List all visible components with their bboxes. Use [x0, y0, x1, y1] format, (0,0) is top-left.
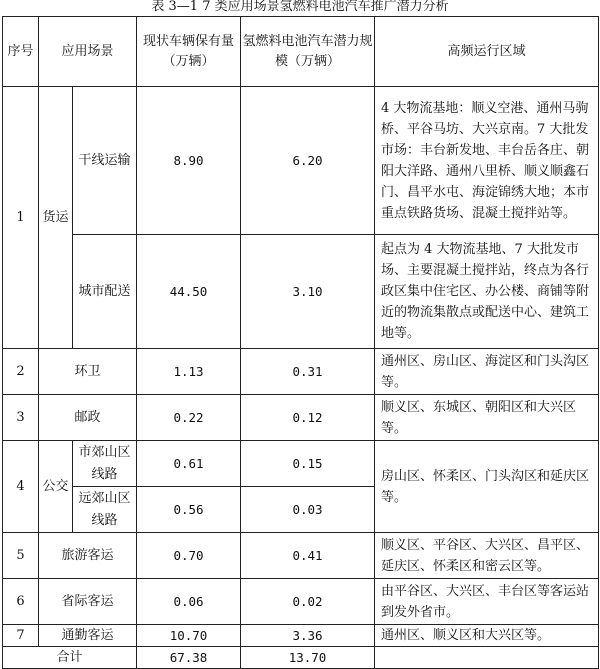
row-number: 1 [3, 87, 39, 349]
potential-cell: 0.02 [241, 579, 375, 625]
potential-cell: 3.10 [241, 235, 375, 349]
category-cell: 货运 [39, 87, 73, 349]
potential-cell: 0.12 [241, 395, 375, 441]
potential-cell: 0.41 [241, 533, 375, 579]
total-potential: 13.70 [241, 647, 375, 669]
regions-cell: 顺义区、平谷区、大兴区、昌平区、延庆区、怀柔区和密云区等。 [375, 533, 599, 579]
table-row [3, 625, 599, 647]
table-row [3, 87, 599, 235]
scene-cell: 远郊山区线路 [73, 487, 137, 533]
scene-cell: 干线运输 [73, 87, 137, 235]
scene-cell: 市郊山区线路 [73, 441, 137, 487]
vehicles-cell: 0.70 [137, 533, 241, 579]
row-number: 4 [3, 441, 39, 533]
category-cell: 公交 [39, 441, 73, 533]
row-number: 3 [3, 395, 39, 441]
table-row [3, 395, 599, 441]
regions-cell: 房山区、怀柔区、门头沟区和延庆区等。 [375, 441, 599, 533]
table-row [3, 533, 599, 579]
header-vehicles: 现状车辆保有量（万辆） [137, 17, 241, 87]
vehicles-cell: 0.22 [137, 395, 241, 441]
table-row [3, 349, 599, 395]
vehicles-cell: 0.56 [137, 487, 241, 533]
regions-cell: 顺义区、东城区、朝阳区和大兴区等。 [375, 395, 599, 441]
table-caption: 表 3—1 7 类应用场景氢燃料电池汽车推广潜力分析 [151, 0, 449, 14]
table-row [3, 441, 599, 487]
scene-cell: 省际客运 [39, 579, 137, 625]
header-scene: 应用场景 [39, 17, 137, 87]
row-number: 2 [3, 349, 39, 395]
total-vehicles: 67.38 [137, 647, 241, 669]
vehicles-cell: 10.70 [137, 625, 241, 647]
potential-cell: 0.15 [241, 441, 375, 487]
potential-cell: 0.31 [241, 349, 375, 395]
regions-cell: 通州区、房山区、海淀区和门头沟区等。 [375, 349, 599, 395]
scene-cell: 邮政 [39, 395, 137, 441]
potential-cell: 0.03 [241, 487, 375, 533]
vehicles-cell: 1.13 [137, 349, 241, 395]
header-row [3, 17, 599, 87]
header-regions: 高频运行区域 [375, 17, 599, 87]
table-row [3, 235, 599, 349]
total-label: 合计 [3, 647, 137, 669]
regions-cell: 由平谷区、大兴区、丰台区等客运站到发外省市。 [375, 579, 599, 625]
potential-cell: 6.20 [241, 87, 375, 235]
vehicles-cell: 0.06 [137, 579, 241, 625]
regions-cell: 通州区、顺义区和大兴区等。 [375, 625, 599, 647]
header-seq: 序号 [3, 17, 39, 87]
vehicles-cell: 8.90 [137, 87, 241, 235]
scene-cell: 城市配送 [73, 235, 137, 349]
scene-cell: 环卫 [39, 349, 137, 395]
regions-cell: 起点为 4 大物流基地、7 大批发市场、主要混凝土搅拌站，终点为各行政区集中住宅区、办公楼、商铺等附近的物流集散点或配送中心、建筑工地等。 [375, 235, 599, 349]
vehicles-cell: 0.61 [137, 441, 241, 487]
regions-cell: 4 大物流基地：顺义空港、通州马驹桥、平谷马坊、大兴京南。7 大批发市场：丰台新发地、丰台岳各庄、朝阳大洋路、通州八里桥、顺义顺鑫石门、昌平水屯、海淀锦绣大地；本市重点铁路货场、混凝土搅拌站等。 [375, 87, 599, 235]
table-row [3, 579, 599, 625]
total-regions [375, 647, 599, 669]
scene-cell: 旅游客运 [39, 533, 137, 579]
row-number: 7 [3, 625, 39, 647]
row-number: 5 [3, 533, 39, 579]
header-potential: 氢燃料电池汽车潜力规模（万辆） [241, 17, 375, 87]
row-number: 6 [3, 579, 39, 625]
total-row [3, 647, 599, 669]
potential-table [2, 16, 598, 665]
potential-cell: 3.36 [241, 625, 375, 647]
scene-cell: 通勤客运 [39, 625, 137, 647]
vehicles-cell: 44.50 [137, 235, 241, 349]
